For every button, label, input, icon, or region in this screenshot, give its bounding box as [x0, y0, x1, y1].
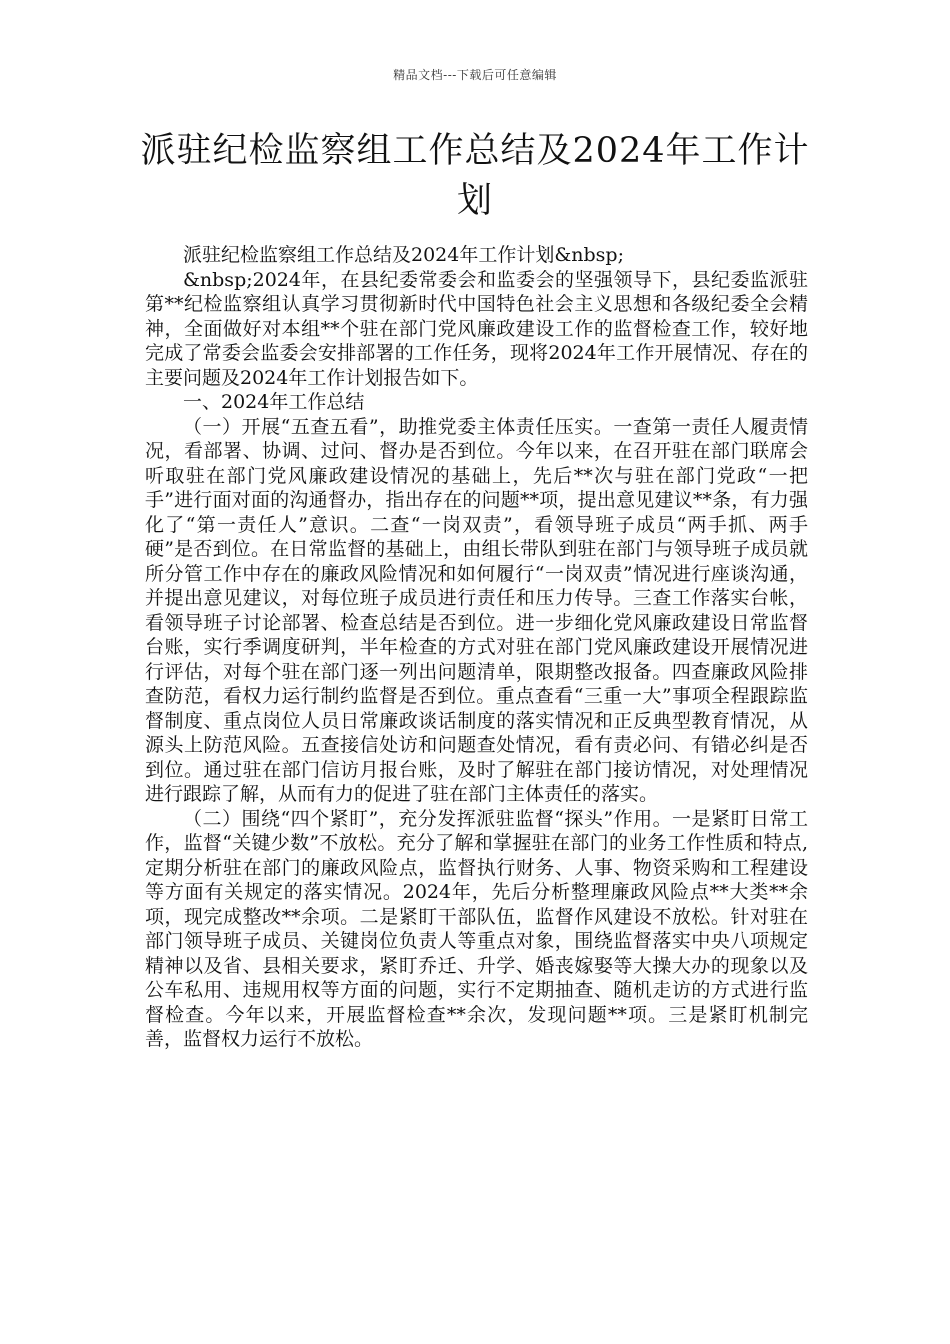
header-note: 精品文档---下载后可任意编辑: [393, 68, 557, 82]
body-paragraph: 派驻纪检监察组工作总结及2024年工作计划&nbsp;: [183, 244, 624, 266]
document-body: [145, 243, 808, 1052]
body-paragraph: （一）开展“五查五看”，助推党委主体责任压实。一查第一责任人履责情况，看部署、协调、过问、督办是否到位。今年以来，在召开驻在部门联席会听取驻在部门党风廉政建设情况的基础上，先后**次与驻在部门党政“一把手”进行面对面的沟通督办，指出存在的问题**项，提出意见建议**条，有力强化了“第一责任人”意识。二查“一岗双责”，看领导班子成员“两手抓、两手硬”是否到位。在日常监督的基础上，由组长带队到驻在部门与领导班子成员就所分管工作中存在的廉政风险情况和如何履行“一岗双责”情况进行座谈沟通，并提出意见建议，对每位班子成员进行责任和压力传导。三查工作落实台帐，看领导班子讨论部署、检查总结是否到位。进一步细化党风廉政建设日常监督台账，实行季调度研判，半年检查的方式对驻在部门党风廉政建设开展情况进行评估，对每个驻在部门逐一列出问题清单，限期整改报备。四查廉政风险排查防范，看权力运行制约监督是否到位。重点查看“三重一大”事项全程跟踪监督制度、重点岗位人员日常廉政谈话制度的落实情况和正反典型教育情况，从源头上防范风险。五查接信处访和问题查处情况，看有责必问、有错必纠是否到位。通过驻在部门信访月报台账，及时了解驻在部门接访情况，对处理情况进行跟踪了解，从而有力的促进了驻在部门主体责任的落实。: [145, 415, 808, 805]
document-title: 派驻纪检监察组工作总结及2024年工作计划: [140, 131, 810, 221]
body-paragraph: （二）围绕“四个紧盯”，充分发挥派驻监督“探头”作用。一是紧盯日常工作，监督“关键少数”不放松。充分了解和掌握驻在部门的业务工作性质和特点,定期分析驻在部门的廉政风险点，监督执行财务、人事、物资采购和工程建设等方面有关规定的落实情况。2024年，先后分析整理廉政风险点**大类**余项，现完成整改**余项。二是紧盯干部队伍，监督作风建设不放松。针对驻在部门领导班子成员、关键岗位负责人等重点对象，围绕监督落实中央八项规定精神以及省、县相关要求，紧盯乔迁、升学、婚丧嫁娶等大操大办的现象以及公车私用、违规用权等方面的问题，实行不定期抽查、随机走访的方式进行监督检查。今年以来，开展监督检查**余次，发现问题**项。三是紧盯机制完善，监督权力运行不放松。: [145, 807, 808, 1050]
section-heading: 一、2024年工作总结: [183, 391, 365, 413]
body-paragraph: &nbsp;2024年，在县纪委常委会和监委会的坚强领导下，县纪委监派驻第**纪检监察组认真学习贯彻新时代中国特色社会主义思想和各级纪委全会精神，全面做好对本组**个驻在部门党风廉政建设工作的监督检查工作，较好地完成了常委会监委会安排部署的工作任务，现将2024年工作开展情况、存在的主要问题及2024年工作计划报告如下。: [145, 268, 808, 389]
